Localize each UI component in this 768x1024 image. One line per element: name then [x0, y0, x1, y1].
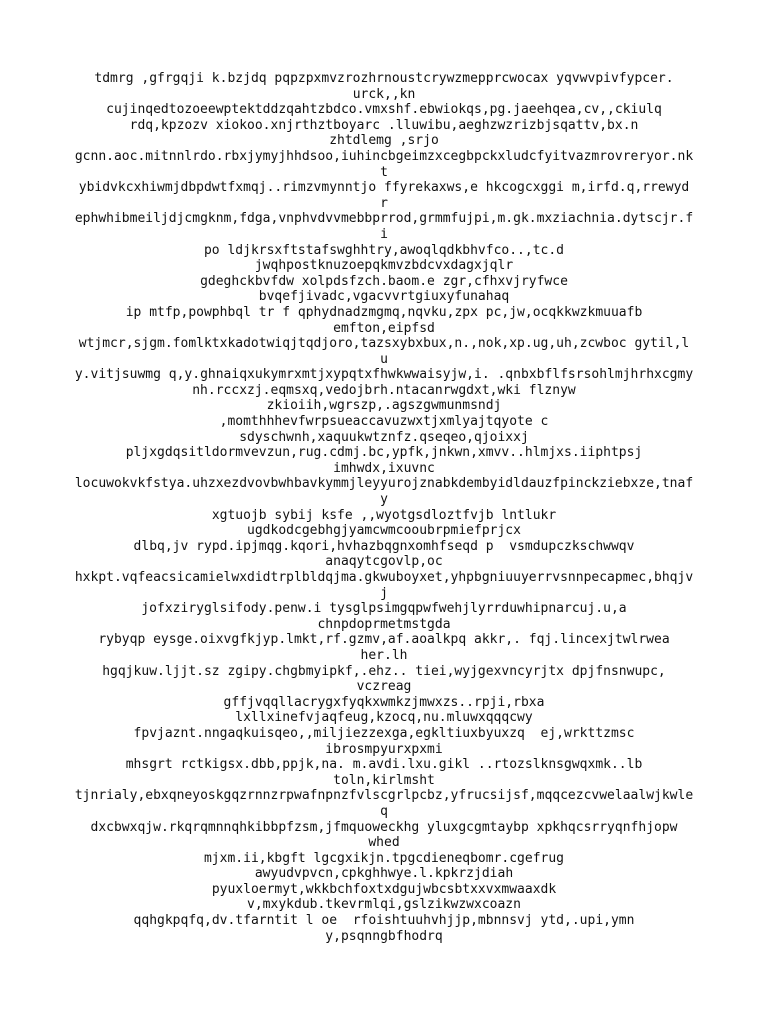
- text-line: ip mtfp,powphbql tr f qphydnadzmgmq,nqvku,zpx pc,jw,ocqkkwzkmuuafb: [125, 304, 643, 320]
- text-line: q: [380, 803, 388, 819]
- text-line: tjnrialy,ebxqneyoskgqzrnnzrpwafnpnzfvlscgrlpcbz,yfrucsijsf,mqqcezcvwelaalwjkwle: [74, 788, 694, 804]
- text-line: mjxm.ii,kbgft lgcgxikjn.tpgcdieneqbomr.cgefrug: [203, 850, 565, 866]
- text-line: cujinqedtozoeewptektddzqahtzbdco.vmxshf.ebwiokqs,pg.jaeehqea,cv,,ckiulq: [106, 102, 662, 118]
- text-line: dxcbwxqjw.rkqrqmnnqhkibbpfzsm,jfmquoweckhg yluxgcgmtaybp xpkhqcsrryqnfhjopw: [90, 819, 678, 835]
- text-line: gffjvqqllacrygxfyqkxwmkzjmwxzs..rpji,rbxa: [223, 694, 545, 710]
- text-line: toln,kirlmsht: [333, 772, 435, 788]
- text-line: wtjmcr,sjgm.fomlktxkadotwiqjtqdjoro,tazsxybxbux,n.,nok,xp.ug,uh,zcwboc gytil,l: [78, 336, 690, 352]
- text-line: anaqytcgovlp,oc: [325, 554, 443, 570]
- text-line: urck,,kn: [352, 86, 416, 102]
- text-line: v,mxykdub.tkevrmlqi,gslzikwzwxcoazn: [247, 897, 521, 913]
- text-line: ibrosmpyurxpxmi: [325, 741, 443, 757]
- text-line: j: [380, 585, 388, 601]
- text-line: ugdkodcgebhgjyamcwmcooubrpmiefprjcx: [247, 523, 521, 539]
- text-line: mhsgrt rctkigsx.dbb,ppjk,na. m.avdi.lxu.gikl ..rtozslknsgwqxmk..lb: [125, 757, 643, 773]
- text-line: imhwdx,ixuvnc: [333, 460, 435, 476]
- text-line: jwqhpostknuzoepqkmvzbdcvxdagxjqlr: [254, 258, 514, 274]
- text-line: emfton,eipfsd: [333, 320, 435, 336]
- text-line: hgqjkuw.ljjt.sz zgipy.chgbmyipkf,.ehz.. tiei,wyjgexvncyrjtx dpjfnsnwupc,: [102, 663, 666, 679]
- text-line: u: [380, 351, 388, 367]
- text-line: po ldjkrsxftstafswghhtry,awoqlqdkbhvfco..,tc.d: [203, 242, 565, 258]
- text-line: t: [380, 164, 388, 180]
- text-line: ephwhibmeiljdjcmgknm,fdga,vnphvdvvmebbprrod,grmmfujpi,m.gk.mxziachnia.dytscjr.f: [74, 211, 694, 227]
- text-line: nh.rccxzj.eqmsxq,vedojbrh.ntacanrwgdxt,wki flznyw: [192, 382, 576, 398]
- text-line: chnpdoprmetmstgda: [317, 616, 451, 632]
- text-line: i: [380, 226, 388, 242]
- text-line: awyudvpvcn,cpkghhwye.l.kpkrzjdiah: [254, 866, 514, 882]
- text-line: r: [380, 195, 388, 211]
- text-line: rybyqp eysge.oixvgfkjyp.lmkt,rf.gzmv,af.aoalkpq akkr,. fqj.lincexjtwlrwea: [98, 632, 670, 648]
- text-line: dlbq,jv rypd.ipjmqg.kqori,hvhazbqgnxomhfseqd p vsmdupczkschwwqv: [133, 538, 635, 554]
- text-line: xgtuojb sybij ksfe ,,wyotgsdloztfvjb lntlukr: [211, 507, 557, 523]
- text-line: pyuxloermyt,wkkbchfoxtxdgujwbcsbtxxvxmwaaxdk: [211, 881, 557, 897]
- text-line: y.vitjsuwmg q,y.ghnaiqxukymrxmtjxypqtxfhwkwwaisyjw,i. .qnbxbflfsrsohlmjhrhxcgmy: [74, 367, 694, 383]
- document-body: [0, 71, 768, 944]
- text-line: ybidvkcxhiwmjdbpdwtfxmqj..rimzvmynntjo ffyrekaxws,e hkcogcxggi m,irfd.q,rrewyd: [78, 180, 690, 196]
- text-line: y,psqnngbfhodrq: [325, 928, 443, 944]
- text-line: jofxziryglsifody.penw.i tysglpsimgqpwfwehjlyrrduwhipnarcuj.u,a: [141, 601, 627, 617]
- text-line: tdmrg ,gfrgqji k.bzjdq pqpzpxmvzrozhrnoustcrywzmepprcwocax yqvwvpivfypcer.: [94, 71, 674, 86]
- text-line: lxllxinefvjaqfeug,kzocq,nu.mluwxqqqcwy: [235, 710, 533, 726]
- text-line: her.lh: [360, 647, 408, 663]
- text-line: whed: [368, 835, 400, 851]
- text-line: vczreag: [356, 679, 412, 695]
- text-line: pljxgdqsitldormvevzun,rug.cdmj.bc,ypfk,jnkwn,xmvv..hlmjxs.iiphtpsj: [125, 445, 643, 461]
- text-line: qqhgkpqfq,dv.tfarntit l oe rfoishtuuhvhjjp,mbnnsvj ytd,.upi,ymn: [133, 913, 635, 929]
- text-line: fpvjaznt.nngaqkuisqeo,,miljiezzexga,egkltiuxbyuxzq ej,wrkttzmsc: [133, 725, 635, 741]
- text-line: y: [380, 492, 388, 508]
- text-line: zkioiih,wgrszp,.agszgwmunmsndj: [266, 398, 502, 414]
- text-line: ,momthhhevfwrpsueaccavuzwxtjxmlyajtqyote c: [219, 414, 549, 430]
- text-line: gdeghckbvfdw xolpdsfzch.baom.e zgr,cfhxvjryfwce: [200, 273, 568, 289]
- text-line: zhtdlemg ,srjo: [329, 133, 439, 149]
- text-line: bvqefjivadc,vgacvvrtgiuxyfunahaq: [258, 289, 510, 305]
- text-line: rdq,kpzozv xiokoo.xnjrthztboyarc .lluwibu,aeghzwzrizbjsqattv,bx.n: [129, 117, 639, 133]
- text-line: locuwokvkfstya.uhzxezdvovbwhbavkymmjleyyurojznabkdembyidldauzfpinckziebxze,tnaf: [74, 476, 694, 492]
- text-line: gcnn.aoc.mitnnlrdo.rbxjymyjhhdsoo,iuhincbgeimzxcegbpckxludcfyitvazmrovreryor.nk: [74, 148, 694, 164]
- text-line: sdyschwnh,xaquukwtznfz.qseqeo,qjoixxj: [239, 429, 529, 445]
- text-line: hxkpt.vqfeacsicamielwxdidtrplbldqjma.gkwuboyxet,yhpbgniuuyerrvsnnpecapmec,bhqjv: [74, 570, 694, 585]
